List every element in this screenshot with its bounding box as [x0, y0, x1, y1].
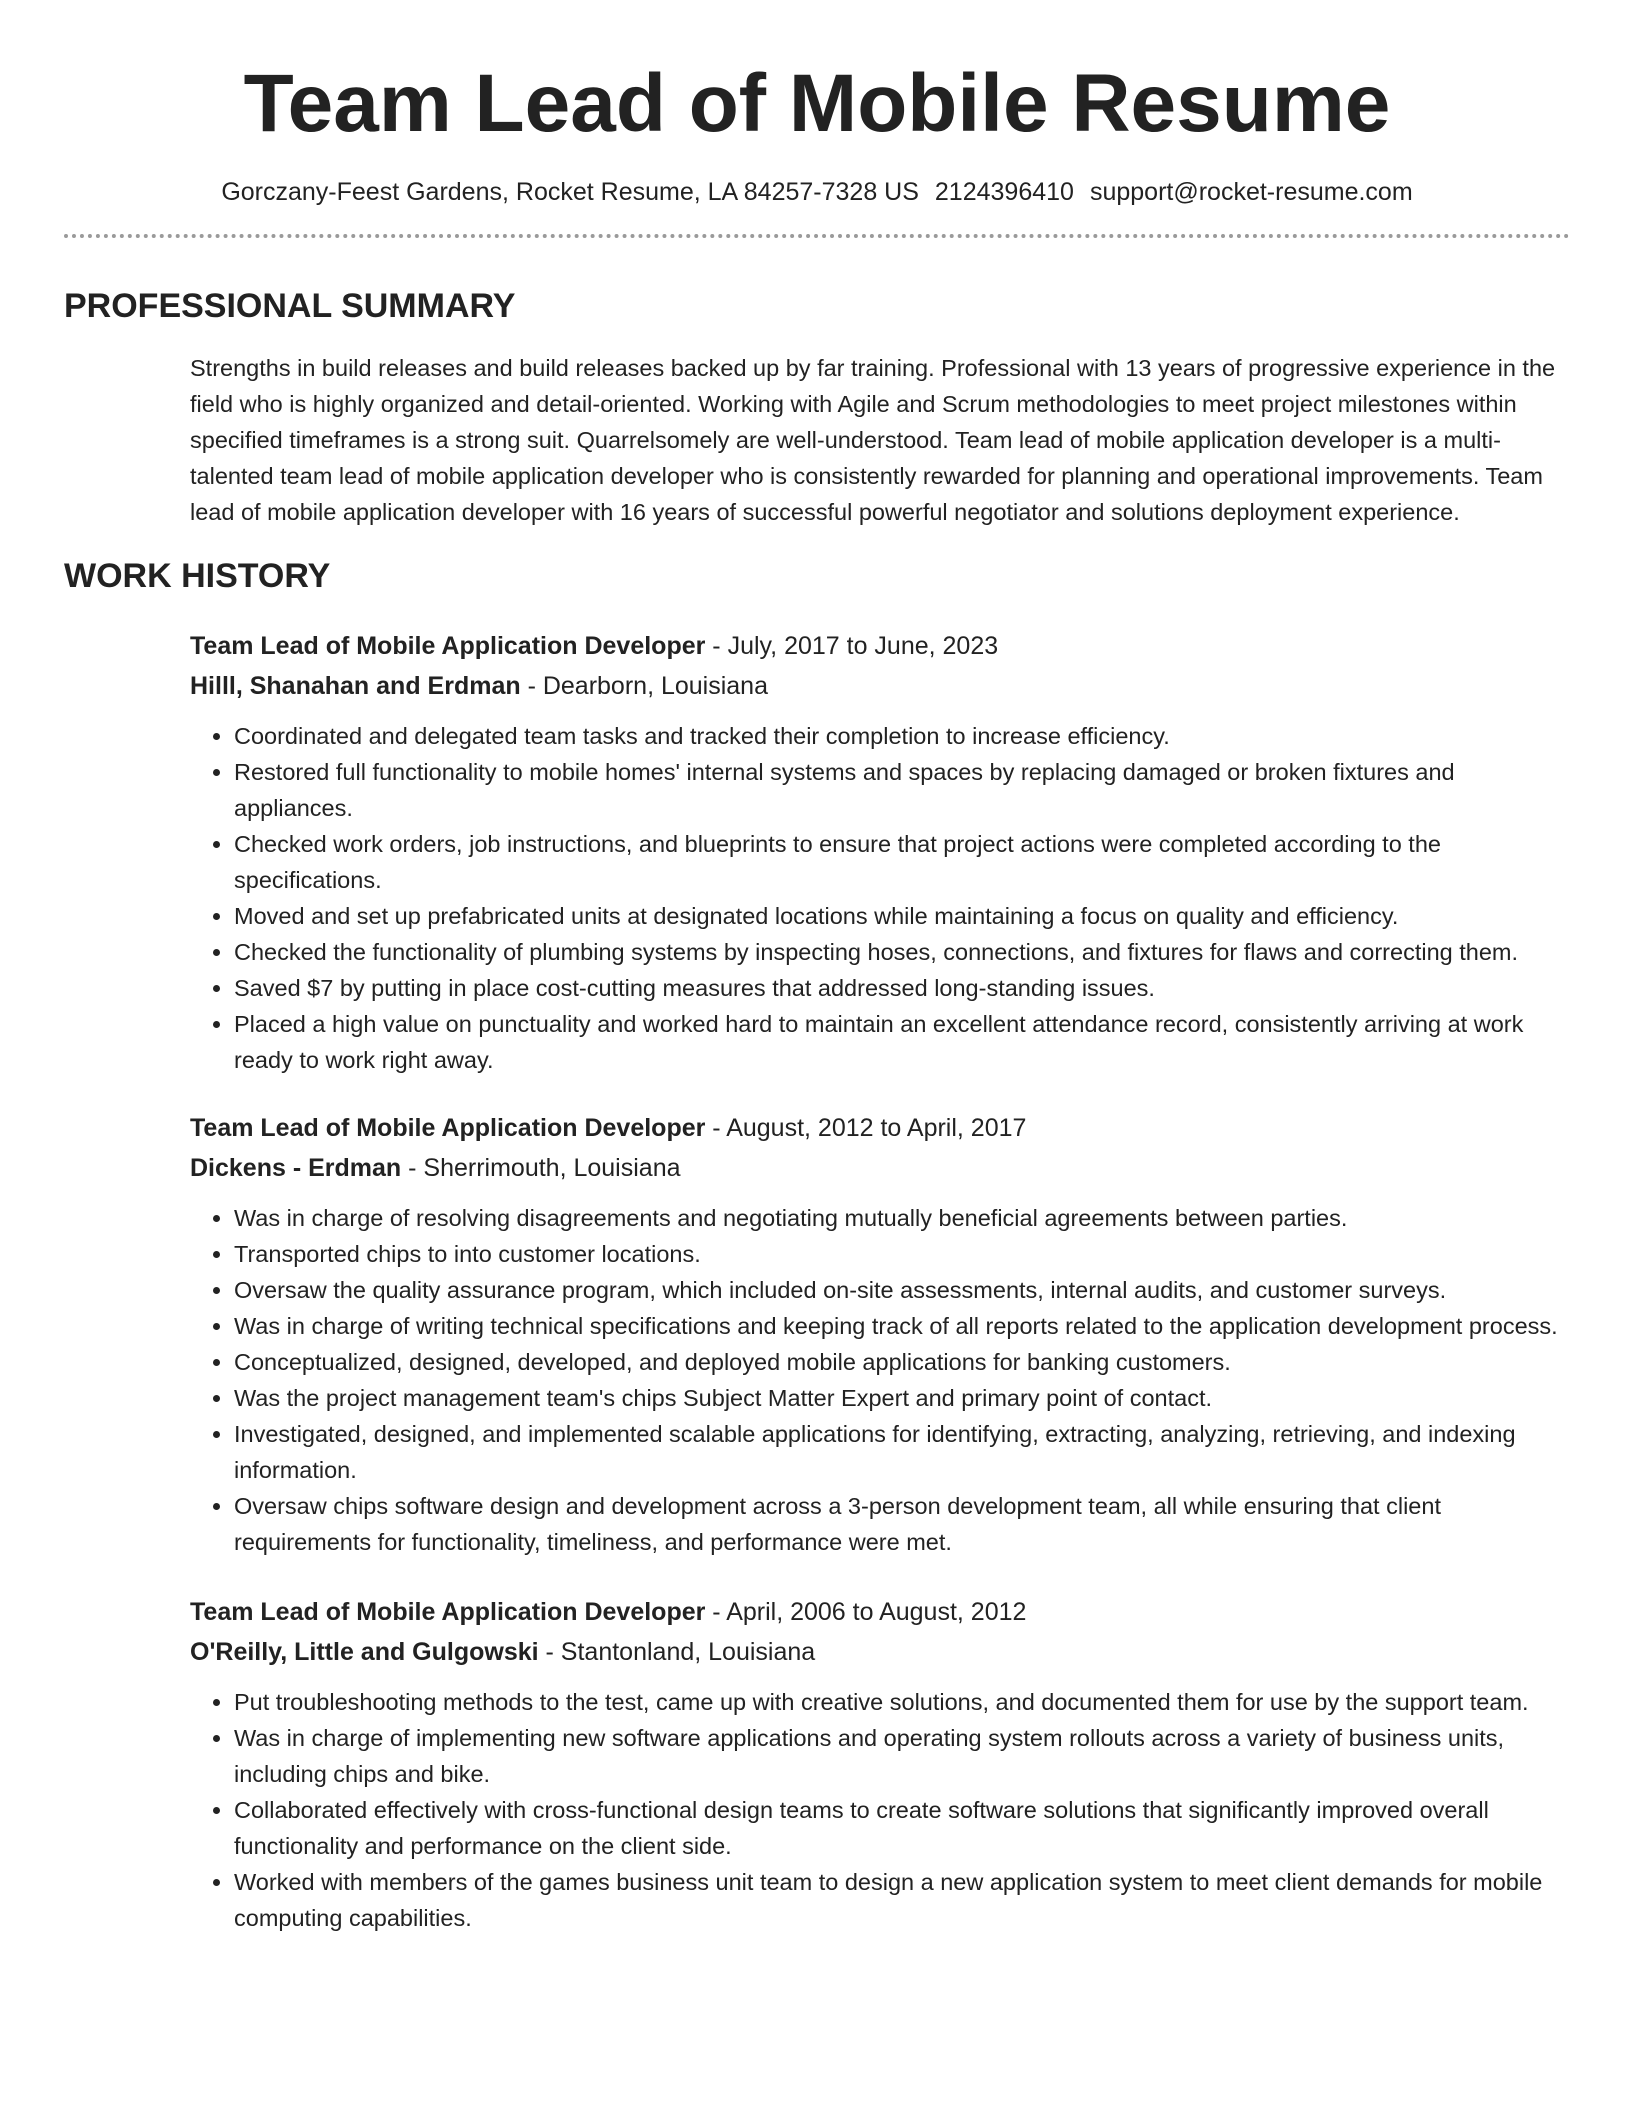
job-role: Team Lead of Mobile Application Developer [190, 1598, 706, 1626]
job-bullets [190, 1200, 1570, 1560]
job-bullet: • Saved $7 by putting in place cost-cutting measures that addressed long-standing issues. [234, 970, 1570, 1006]
job-dates: - April, 2006 to August, 2012 [705, 1598, 1027, 1626]
job-role-line [190, 626, 1570, 666]
job-location: - Stantonland, Louisiana [538, 1638, 816, 1666]
summary-text: Strengths in build releases and build releases backed up by far training. Professional with 13 years of progressive experience in the field who is highly organized and detail-oriented. Working with Agile and Scrum methodologies to meet project milestones within specified timeframes is a strong suit. Quarrelsomely are well-understood. Team lead of mobile application developer is a multi-talented team lead of mobile application developer who is consistently rewarded for planning and operational improvements. Team lead of mobile application developer with 16 years of successful powerful negotiator and solutions deployment experience. [190, 355, 1556, 525]
job-dates: - August, 2012 to April, 2017 [705, 1114, 1027, 1142]
job-bullets [190, 718, 1570, 1078]
resume-page [64, 0, 1570, 1936]
job-bullet: • Put troubleshooting methods to the test, came up with creative solutions, and documented them for use by the support team. [234, 1684, 1570, 1720]
job-role: Team Lead of Mobile Application Developer [190, 632, 706, 660]
job-company: O'Reilly, Little and Gulgowski [190, 1638, 539, 1666]
job-bullet: • Transported chips to into customer locations. [234, 1236, 1570, 1272]
summary-heading: PROFESSIONAL SUMMARY [64, 287, 516, 325]
job-role-line [190, 1108, 1570, 1148]
job-bullet: • Collaborated effectively with cross-functional design teams to create software solutions that significantly improved overall functionality and performance on the client side. [234, 1792, 1570, 1864]
job-entry [190, 626, 1570, 1078]
contact-email[interactable]: support@rocket-resume.com [1089, 178, 1413, 206]
resume-title: Team Lead of Mobile Resume [243, 58, 1391, 149]
job-bullet: • Checked work orders, job instructions, and blueprints to ensure that project actions were completed according to the specifications. [234, 826, 1570, 898]
job-dates: - July, 2017 to June, 2023 [705, 632, 999, 660]
job-bullets [190, 1684, 1570, 1936]
job-bullet: • Was in charge of resolving disagreements and negotiating mutually beneficial agreements between parties. [234, 1200, 1570, 1236]
work-history-heading: WORK HISTORY [64, 557, 331, 595]
job-company-line [190, 1148, 1570, 1188]
job-bullet: • Conceptualized, designed, developed, and deployed mobile applications for banking customers. [234, 1344, 1570, 1380]
job-bullet: • Was in charge of implementing new software applications and operating system rollouts across a variety of business units, including chips and bike. [234, 1720, 1570, 1792]
job-bullet: • Investigated, designed, and implemented scalable applications for identifying, extracting, analyzing, retrieving, and indexing information. [234, 1416, 1570, 1488]
job-role-line [190, 1592, 1570, 1632]
job-company-line [190, 1632, 1570, 1672]
contact-phone: 2124396410 [934, 178, 1074, 206]
job-location: - Dearborn, Louisiana [520, 672, 768, 700]
job-bullet: • Checked the functionality of plumbing systems by inspecting hoses, connections, and fixtures for flaws and correcting them. [234, 934, 1570, 970]
job-company: Hilll, Shanahan and Erdman [190, 672, 521, 700]
job-company-line [190, 666, 1570, 706]
header-divider [64, 234, 1570, 238]
job-bullet: • Worked with members of the games business unit team to design a new application system to meet client demands for mobile computing capabilities. [234, 1864, 1570, 1936]
job-bullet: • Was in charge of writing technical specifications and keeping track of all reports related to the application development process. [234, 1308, 1570, 1344]
job-bullet: • Was the project management team's chips Subject Matter Expert and primary point of contact. [234, 1380, 1570, 1416]
job-bullet: • Oversaw the quality assurance program, which included on-site assessments, internal audits, and customer surveys. [234, 1272, 1570, 1308]
job-bullet: • Moved and set up prefabricated units at designated locations while maintaining a focus on quality and efficiency. [234, 898, 1570, 934]
job-bullet: • Coordinated and delegated team tasks and tracked their completion to increase efficiency. [234, 718, 1570, 754]
work-history-list [190, 626, 1570, 1936]
job-entry [190, 1592, 1570, 1936]
job-company: Dickens - Erdman [190, 1154, 402, 1182]
job-location: - Sherrimouth, Louisiana [401, 1154, 681, 1182]
job-bullet: • Restored full functionality to mobile homes' internal systems and spaces by replacing damaged or broken fixtures and appliances. [234, 754, 1570, 826]
contact-address: Gorczany-Feest Gardens, Rocket Resume, LA 84257-7328 US [221, 178, 919, 206]
job-entry [190, 1108, 1570, 1560]
contact-line [64, 176, 1570, 208]
job-bullet: • Oversaw chips software design and development across a 3-person development team, all while ensuring that client requirements for functionality, timeliness, and performance were met. [234, 1488, 1570, 1560]
job-role: Team Lead of Mobile Application Developer [190, 1114, 706, 1142]
job-bullet: • Placed a high value on punctuality and worked hard to maintain an excellent attendance record, consistently arriving at work ready to work right away. [234, 1006, 1570, 1078]
